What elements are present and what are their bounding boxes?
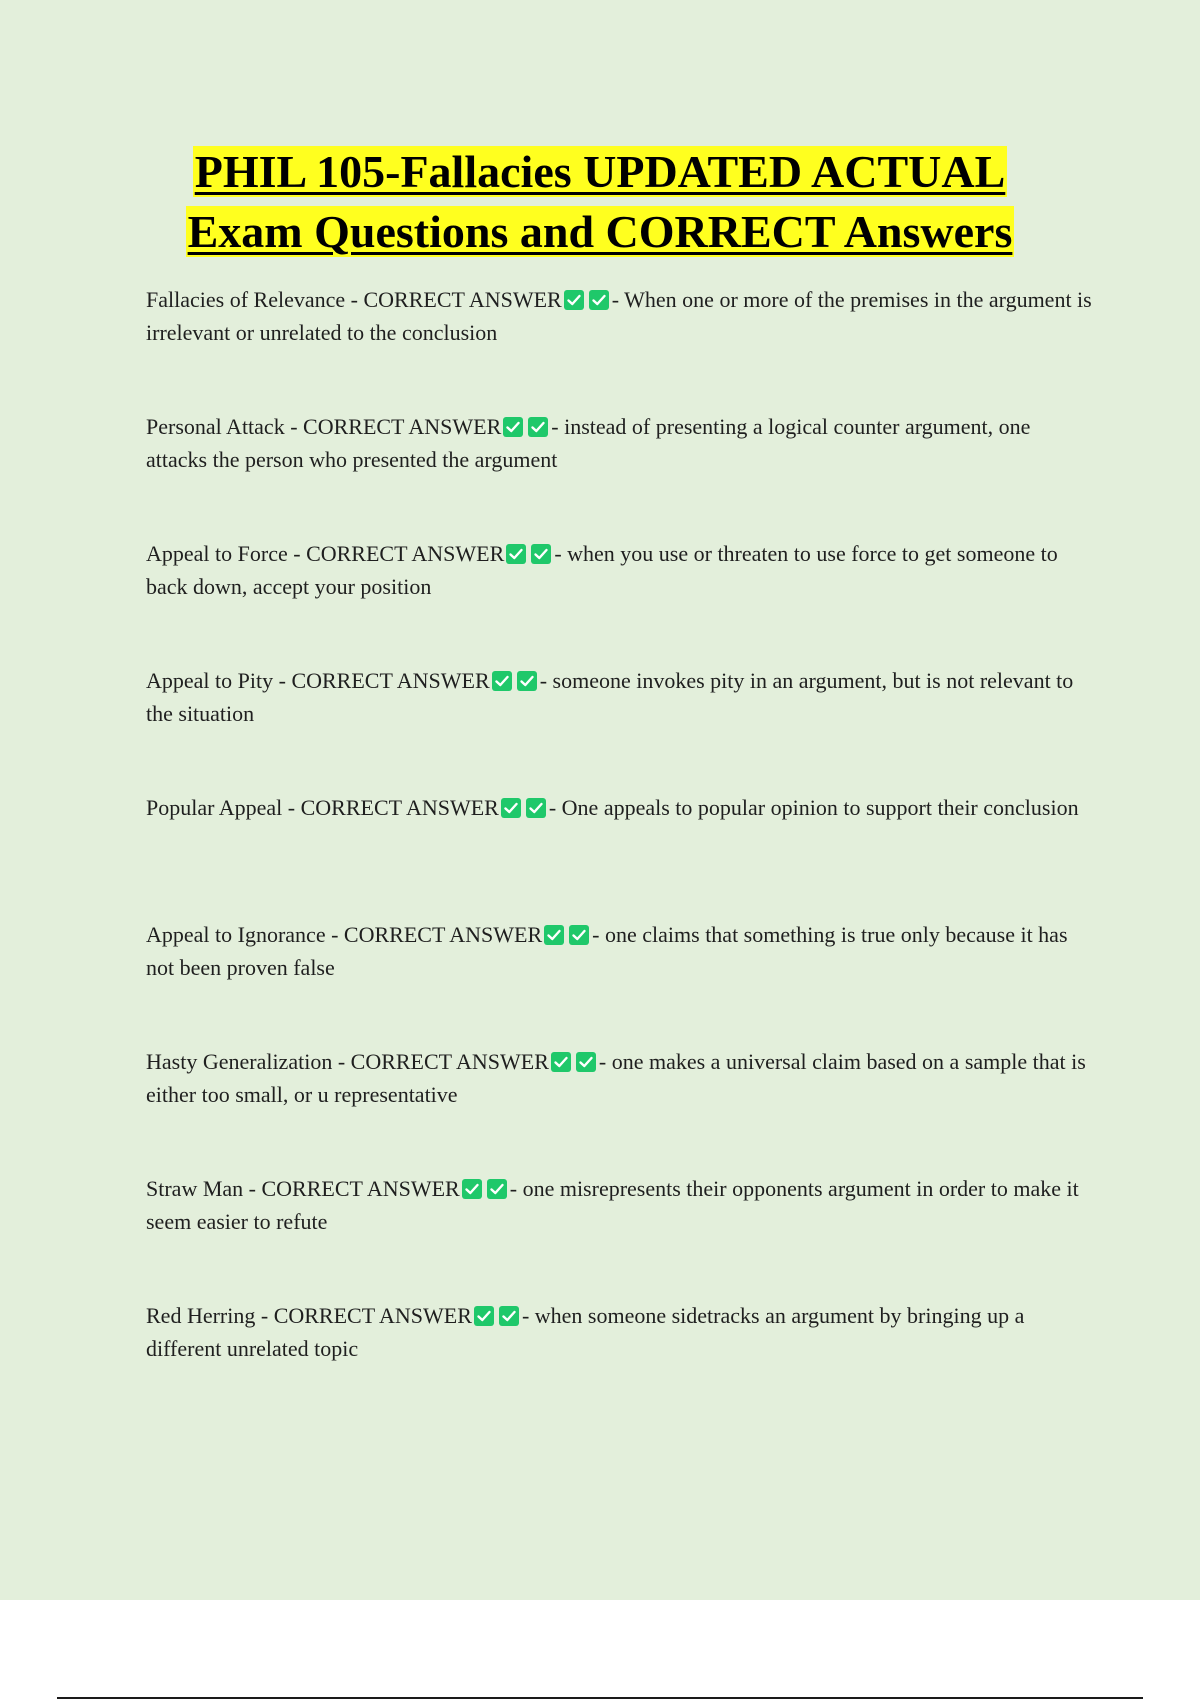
- check-icon: [517, 671, 537, 691]
- check-icon: [492, 671, 512, 691]
- fallacy-definition: one makes a universal claim based on a sample that is either too small, or u representative: [146, 1049, 1086, 1107]
- answer-marker: CORRECT ANSWER: [350, 1049, 549, 1074]
- fallacy-entry: Appeal to Ignorance - CORRECT ANSWER - one claims that something is true only because it has not been proven false: [146, 922, 1068, 980]
- check-icon: [501, 798, 521, 818]
- check-icon: [462, 1179, 482, 1199]
- check-icon: [569, 925, 589, 945]
- fallacy-term: Personal Attack: [146, 414, 285, 439]
- answer-marker: CORRECT ANSWER: [306, 541, 505, 566]
- fallacy-term: Hasty Generalization: [146, 1049, 333, 1074]
- fallacy-entry: Popular Appeal - CORRECT ANSWER - One appeals to popular opinion to support their conclusion: [146, 795, 1079, 820]
- fallacy-term: Popular Appeal: [146, 795, 283, 820]
- fallacy-entry: Personal Attack - CORRECT ANSWER - instead of presenting a logical counter argument, one attacks the person who presented the argument: [146, 414, 1031, 472]
- fallacy-term: Straw Man: [146, 1176, 244, 1201]
- document-title: [100, 142, 1100, 262]
- check-icon: [526, 798, 546, 818]
- fallacy-entry: Red Herring - CORRECT ANSWER - when someone sidetracks an argument by bringing up a different unrelated topic: [146, 1303, 1025, 1361]
- check-icon: [576, 1052, 596, 1072]
- fallacy-definition: one misrepresents their opponents argument in order to make it seem easier to refute: [146, 1176, 1079, 1234]
- check-icon: [506, 544, 526, 564]
- fallacy-definition: when you use or threaten to use force to get someone to back down, accept your position: [146, 541, 1058, 599]
- fallacy-entry: Appeal to Force - CORRECT ANSWER - when you use or threaten to use force to get someone to back down, accept your position: [146, 541, 1058, 599]
- check-icon: [531, 544, 551, 564]
- check-icon: [589, 290, 609, 310]
- answer-marker: CORRECT ANSWER: [343, 922, 543, 947]
- answer-marker: CORRECT ANSWER: [261, 1176, 460, 1201]
- check-icon: [474, 1306, 494, 1326]
- check-icon: [487, 1179, 507, 1199]
- fallacy-term: Appeal to Ignorance: [146, 922, 326, 947]
- fallacy-list: [146, 283, 1096, 1426]
- fallacy-definition: When one or more of the premises in the argument is irrelevant or unrelated to the conclusion: [146, 287, 1092, 345]
- footer-rule: [57, 1697, 1143, 1699]
- fallacy-definition: someone invokes pity in an argument, but is not relevant to the situation: [146, 668, 1074, 726]
- answer-marker: CORRECT ANSWER: [291, 668, 490, 693]
- fallacy-term: Fallacies of Relevance: [146, 287, 346, 312]
- fallacy-entry: Straw Man - CORRECT ANSWER - one misrepresents their opponents argument in order to make it seem easier to refute: [146, 1176, 1079, 1234]
- fallacy-term: Appeal to Pity: [146, 668, 274, 693]
- fallacy-entry: Hasty Generalization - CORRECT ANSWER - one makes a universal claim based on a sample that is either too small, or u representative: [146, 1049, 1086, 1107]
- check-icon: [551, 1052, 571, 1072]
- fallacy-definition: one claims that something is true only because it has not been proven false: [146, 922, 1068, 980]
- fallacy-term: Red Herring: [146, 1303, 256, 1328]
- check-icon: [503, 417, 523, 437]
- check-icon: [564, 290, 584, 310]
- check-icon: [499, 1306, 519, 1326]
- fallacy-definition: instead of presenting a logical counter argument, one attacks the person who presented the argument: [146, 414, 1031, 472]
- answer-marker: CORRECT ANSWER: [363, 287, 562, 312]
- title-line-2: Exam Questions and CORRECT Answers: [187, 206, 1013, 257]
- check-icon: [528, 417, 548, 437]
- answer-marker: CORRECT ANSWER: [273, 1303, 472, 1328]
- fallacy-definition: when someone sidetracks an argument by bringing up a different unrelated topic: [146, 1303, 1025, 1361]
- answer-marker: CORRECT ANSWER: [303, 414, 502, 439]
- check-icon: [544, 925, 564, 945]
- title-line-1: PHIL 105-Fallacies UPDATED ACTUAL: [194, 146, 1006, 197]
- fallacy-entry: Fallacies of Relevance - CORRECT ANSWER - When one or more of the premises in the argument is irrelevant or unrelated to the conclusion: [146, 287, 1092, 345]
- fallacy-entry: Appeal to Pity - CORRECT ANSWER - someone invokes pity in an argument, but is not relevant to the situation: [146, 668, 1074, 726]
- fallacy-definition: One appeals to popular opinion to support their conclusion: [561, 795, 1079, 820]
- fallacy-term: Appeal to Force: [146, 541, 288, 566]
- answer-marker: CORRECT ANSWER: [300, 795, 499, 820]
